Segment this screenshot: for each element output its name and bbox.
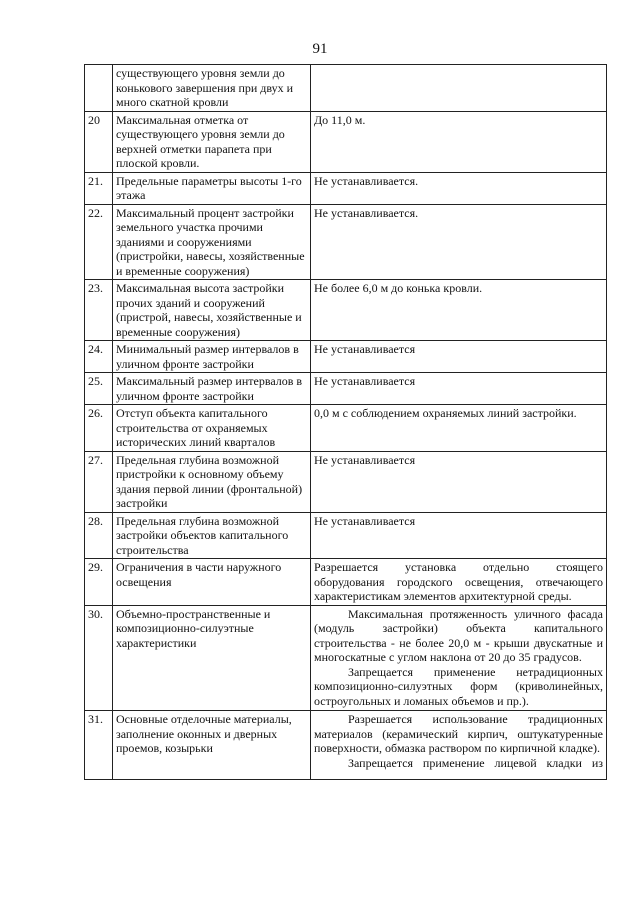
row-number: 20	[85, 111, 113, 172]
row-number: 26.	[85, 405, 113, 452]
value-paragraph: Разрешается использование традиционных материалов (керамический кирпич, оштукатуренные поверхности, обмазка раствором по кирпичной кладке).	[314, 712, 603, 755]
table-row	[85, 204, 607, 280]
parameter-value: 0,0 м с соблюдением охраняемых линий застройки.	[311, 405, 607, 452]
table-row	[85, 341, 607, 373]
parameter-value: Не устанавливается	[311, 341, 607, 373]
regulations-table	[84, 64, 607, 780]
parameter-value: Разрешается установка отдельно стоящего оборудования городского освещения, отвечающего характеристикам элементов архитектурной среды.	[311, 559, 607, 606]
table-row	[85, 559, 607, 606]
table-row	[85, 711, 607, 780]
parameter-name: Максимальный процент застройки земельного участка прочими зданиями и сооружениями (пристройки, навесы, хозяйственные и временные сооружения)	[113, 204, 311, 280]
row-number: 23.	[85, 280, 113, 341]
table-row	[85, 172, 607, 204]
value-paragraph: Запрещается применение лицевой кладки из	[348, 755, 603, 770]
parameter-value: Не устанавливается	[311, 451, 607, 512]
table-row	[85, 451, 607, 512]
table-row	[85, 405, 607, 452]
row-number: 27.	[85, 451, 113, 512]
page-number: 91	[312, 41, 328, 57]
row-number: 24.	[85, 341, 113, 373]
parameter-name: Ограничения в части наружного освещения	[113, 559, 311, 606]
parameter-value	[311, 65, 607, 112]
row-number	[85, 65, 113, 112]
value-paragraph: Запрещается применение нетрадиционных композиционно-силуэтных форм (криволинейных, остроугольных и ломаных объемов и пр.).	[314, 664, 603, 708]
parameter-value	[311, 711, 607, 780]
parameter-name: Предельная глубина возможной пристройки к основному объему здания первой линии (фронтальной) застройки	[113, 451, 311, 512]
parameter-name: существующего уровня земли до конькового завершения при двух и много скатной кровли	[113, 65, 311, 112]
table-row	[85, 605, 607, 711]
row-number: 22.	[85, 204, 113, 280]
value-paragraph: Максимальная протяженность уличного фасада (модуль застройки) объекта капитального строительства - не более 20,0 м - крыши двускатные и многоскатные с углом наклона от 20 до 35 градусов.	[314, 606, 603, 664]
table-row	[85, 65, 607, 112]
parameter-name: Основные отделочные материалы, заполнение оконных и дверных проемов, козырьки	[113, 711, 311, 780]
row-number: 29.	[85, 559, 113, 606]
table-row	[85, 111, 607, 172]
row-number: 31.	[85, 711, 113, 780]
table-row	[85, 373, 607, 405]
row-number: 25.	[85, 373, 113, 405]
parameter-value: Не устанавливается	[311, 512, 607, 559]
row-number: 21.	[85, 172, 113, 204]
parameter-name: Предельная глубина возможной застройки объектов капитального строительства	[113, 512, 311, 559]
parameter-value: Не устанавливается	[311, 373, 607, 405]
parameter-name: Максимальная отметка от существующего уровня земли до верхней отметки парапета при плоской кровли.	[113, 111, 311, 172]
row-number: 30.	[85, 605, 113, 711]
parameter-value	[311, 605, 607, 711]
parameter-value: Не устанавливается.	[311, 172, 607, 204]
parameter-name: Объемно-пространственные и композиционно-силуэтные характеристики	[113, 605, 311, 711]
parameter-name: Предельные параметры высоты 1-го этажа	[113, 172, 311, 204]
table-row	[85, 512, 607, 559]
parameter-name: Максимальная высота застройки прочих зданий и сооружений (пристрой, навесы, хозяйственные и временные сооружения)	[113, 280, 311, 341]
row-number: 28.	[85, 512, 113, 559]
parameter-value: До 11,0 м.	[311, 111, 607, 172]
table-row	[85, 280, 607, 341]
parameter-name: Отступ объекта капитального строительства от охраняемых исторических линий кварталов	[113, 405, 311, 452]
parameter-value: Не устанавливается.	[311, 204, 607, 280]
parameter-name: Максимальный размер интервалов в уличном фронте застройки	[113, 373, 311, 405]
parameter-value: Не более 6,0 м до конька кровли.	[311, 280, 607, 341]
parameter-name: Минимальный размер интервалов в уличном фронте застройки	[113, 341, 311, 373]
